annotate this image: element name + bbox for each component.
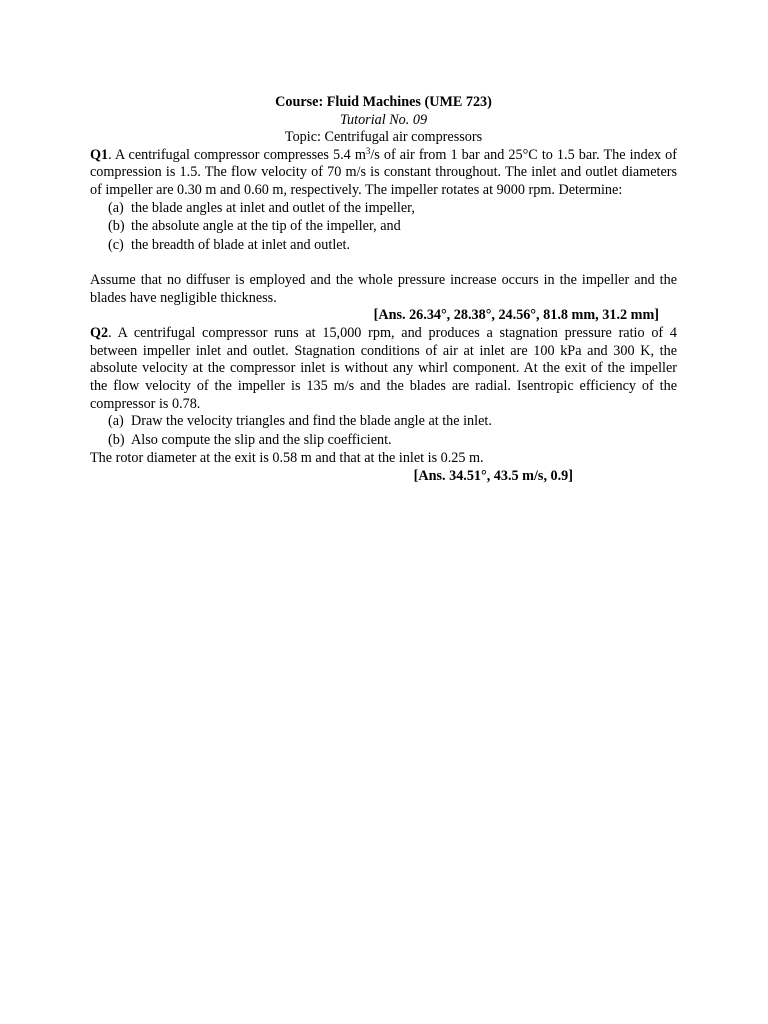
- question-2-subparts: [90, 413, 677, 450]
- list-item: [90, 237, 677, 256]
- list-item-text: Draw the velocity triangles and find the blade angle at the inlet.: [131, 413, 492, 430]
- list-item: [90, 218, 677, 237]
- list-item-marker: (b): [108, 431, 125, 448]
- question-2-diameter-note: The rotor diameter at the exit is 0.58 m and that at the inlet is 0.25 m.: [90, 450, 484, 467]
- list-item-marker: (a): [108, 413, 124, 430]
- tutorial-number: Tutorial No. 09: [339, 111, 428, 128]
- question-2: [90, 325, 677, 413]
- list-item-marker: (c): [108, 236, 124, 253]
- question-1-text-pre: . A centrifugal compressor compresses 5.4 m: [108, 146, 366, 163]
- list-item-text: the absolute angle at the tip of the impeller, and: [131, 218, 401, 235]
- list-item-marker: (b): [108, 218, 125, 235]
- tutorial-page: [90, 94, 677, 486]
- question-1-label: Q1: [90, 146, 109, 163]
- list-item-text: Also compute the slip and the slip coefficient.: [131, 431, 392, 448]
- question-1-text-post: /s of air from 1 bar and 25°C to 1.5 bar. The index of compression is 1.5. The flow velocity of 70 m/s is constant throughout. The inlet and outlet diameters of impeller are 0.30 m and 0.60 m, respectively. The impeller rotates at 9000 rpm. Determine:: [90, 146, 677, 198]
- list-item: [90, 413, 677, 432]
- question-1-assumption: Assume that no diffuser is employed and the whole pressure increase occurs in the impeller and the blades have negligible thickness.: [90, 272, 677, 306]
- list-item: [90, 432, 677, 451]
- question-2-text: . A centrifugal compressor runs at 15,000 rpm, and produces a stagnation pressure ratio of 4 between impeller inlet and outlet. Stagnation conditions of air at inlet are 100 kPa and 300 K, the absolute velocity at the compressor inlet is without any whirl component. At the exit of the impeller the flow velocity of the impeller is 135 m/s and the blades are radial. Isentropic efficiency of the compressor is 0.78.: [90, 325, 677, 412]
- list-item-text: the blade angles at inlet and outlet of the impeller,: [131, 199, 415, 216]
- question-1: [90, 147, 677, 200]
- list-item-text: the breadth of blade at inlet and outlet.: [131, 236, 351, 253]
- blank-line: [90, 255, 677, 272]
- course-title: Course: Fluid Machines (UME 723): [275, 94, 492, 110]
- list-item-marker: (a): [108, 199, 124, 216]
- question-2-label: Q2: [90, 325, 109, 342]
- question-2-answer: [Ans. 34.51°, 43.5 m/s, 0.9]: [413, 467, 573, 484]
- topic-line: Topic: Centrifugal air compressors: [284, 129, 483, 146]
- question-1-subparts: [90, 200, 677, 256]
- question-1-superscript: 3: [365, 145, 371, 156]
- question-1-answer: [Ans. 26.34°, 28.38°, 24.56°, 81.8 mm, 31.2 mm]: [373, 307, 659, 324]
- list-item: [90, 200, 677, 219]
